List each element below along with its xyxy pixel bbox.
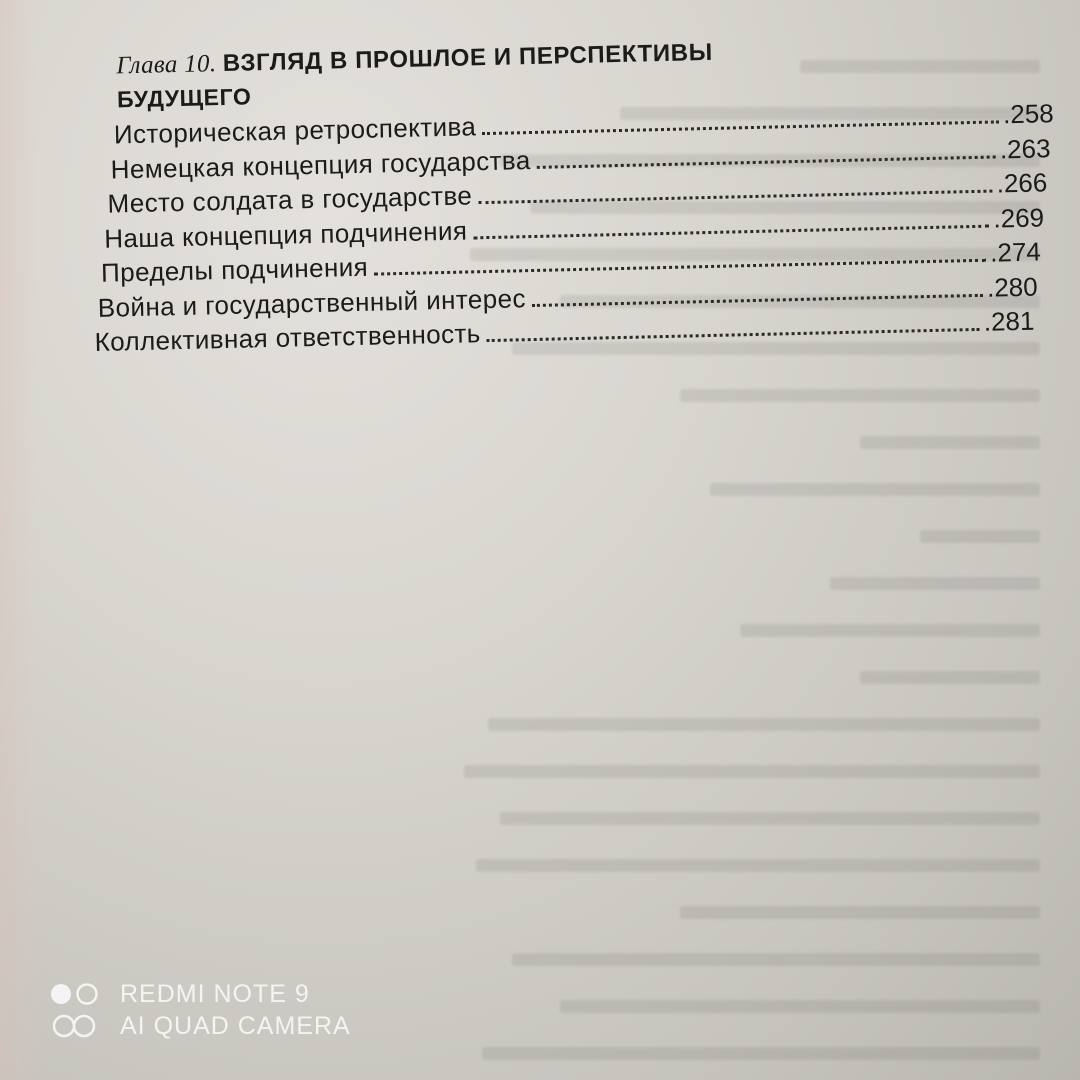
dot-leader [537, 155, 996, 168]
table-of-contents [90, 28, 1077, 360]
toc-entries [92, 96, 1077, 360]
toc-entry-page: .281 [983, 305, 1035, 337]
two-circles-icon [48, 980, 104, 1008]
camera-model-text: REDMI NOTE 9 [120, 980, 310, 1008]
dot-leader [487, 328, 980, 342]
chapter-title-continuation: БУДУЩЕГО [116, 83, 252, 113]
camera-tagline-text: AI QUAD CAMERA [120, 1012, 351, 1040]
toc-entry-title: Место солдата в государстве [107, 180, 473, 219]
toc-entry-page: .258 [1002, 98, 1055, 130]
toc-entry-page: .266 [996, 167, 1048, 199]
camera-watermark-line1 [48, 978, 351, 1010]
chapter-prefix: Глава 10. [116, 50, 217, 80]
toc-entry-page: .263 [999, 132, 1051, 164]
toc-entry-title: Историческая ретроспектива [113, 111, 477, 150]
toc-entry-title: Немецкая концепция государства [110, 144, 531, 185]
linked-circles-icon [48, 1012, 104, 1040]
toc-entry-page: .280 [986, 271, 1038, 303]
toc-entry-title: Наша концепция подчинения [103, 214, 468, 254]
toc-entry-page: .269 [993, 201, 1045, 234]
chapter-title: ВЗГЛЯД В ПРОШЛОЕ И ПЕРСПЕКТИВЫ [222, 38, 714, 77]
camera-watermark-line2 [48, 1010, 351, 1042]
dot-leader [532, 293, 983, 306]
toc-entry-title: Война и государственный интерес [97, 282, 527, 323]
toc-entry-title: Пределы подчинения [100, 251, 369, 288]
camera-watermark [48, 978, 351, 1042]
toc-entry-title: Коллективная ответственность [94, 318, 481, 357]
toc-entry-page: .274 [989, 236, 1042, 268]
